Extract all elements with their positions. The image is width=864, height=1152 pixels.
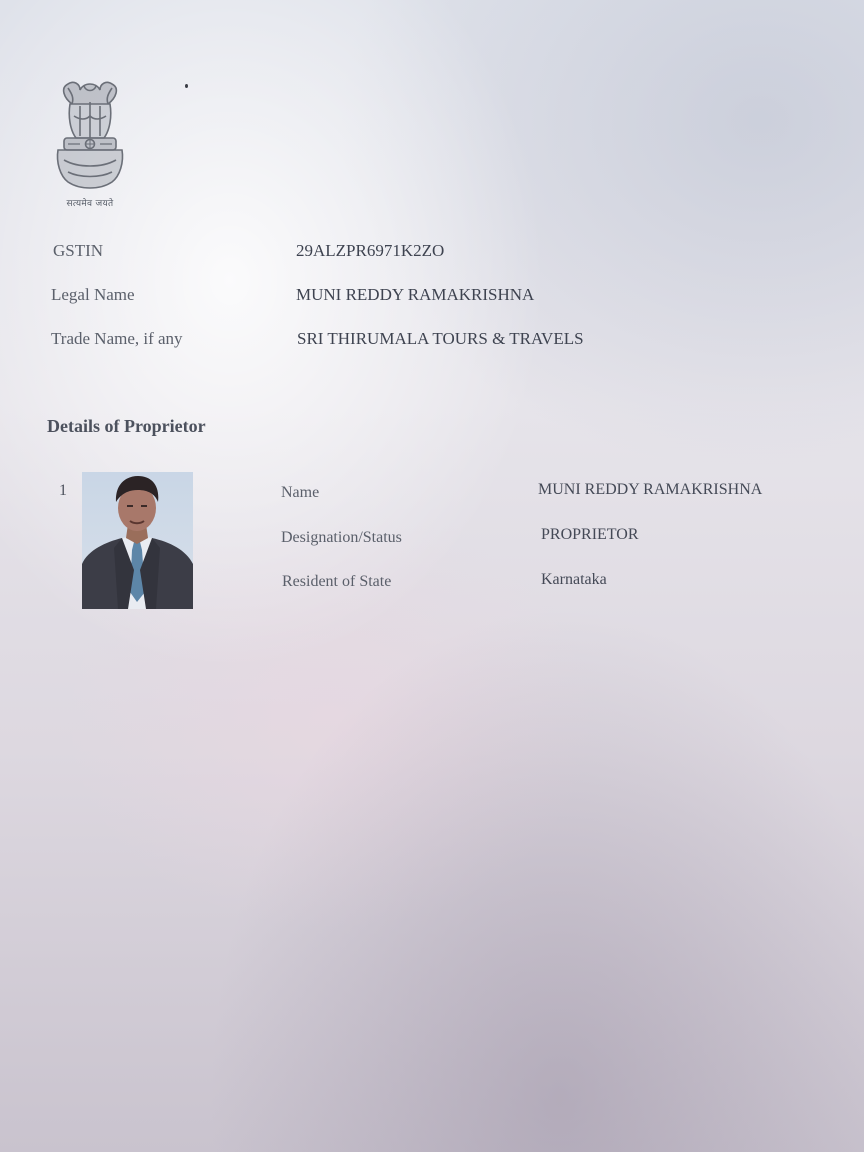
proprietor-photo-icon	[82, 472, 193, 609]
legal-name-label: Legal Name	[51, 285, 135, 304]
trade-name-label: Trade Name, if any	[51, 329, 183, 348]
national-emblem	[50, 76, 130, 212]
national-emblem-icon	[50, 76, 130, 194]
proprietor-state-value: Karnataka	[541, 571, 607, 588]
trade-name-value: SRI THIRUMALA TOURS & TRAVELS	[297, 329, 584, 348]
paper-speck	[185, 84, 188, 88]
gstin-value: 29ALZPR6971K2ZO	[296, 241, 445, 260]
proprietor-serial: 1	[59, 482, 67, 499]
proprietor-designation-label: Designation/Status	[281, 529, 402, 546]
proprietor-designation-value: PROPRIETOR	[541, 526, 639, 543]
section-title-proprietor: Details of Proprietor	[47, 416, 206, 436]
proprietor-state-label: Resident of State	[282, 573, 392, 590]
proprietor-name-label: Name	[281, 484, 320, 501]
proprietor-name-value: MUNI REDDY RAMAKRISHNA	[538, 481, 763, 498]
proprietor-photo	[82, 472, 193, 609]
legal-name-value: MUNI REDDY RAMAKRISHNA	[296, 285, 535, 304]
gstin-label: GSTIN	[53, 241, 104, 260]
emblem-motto: सत्यमेव जयते	[66, 199, 114, 209]
